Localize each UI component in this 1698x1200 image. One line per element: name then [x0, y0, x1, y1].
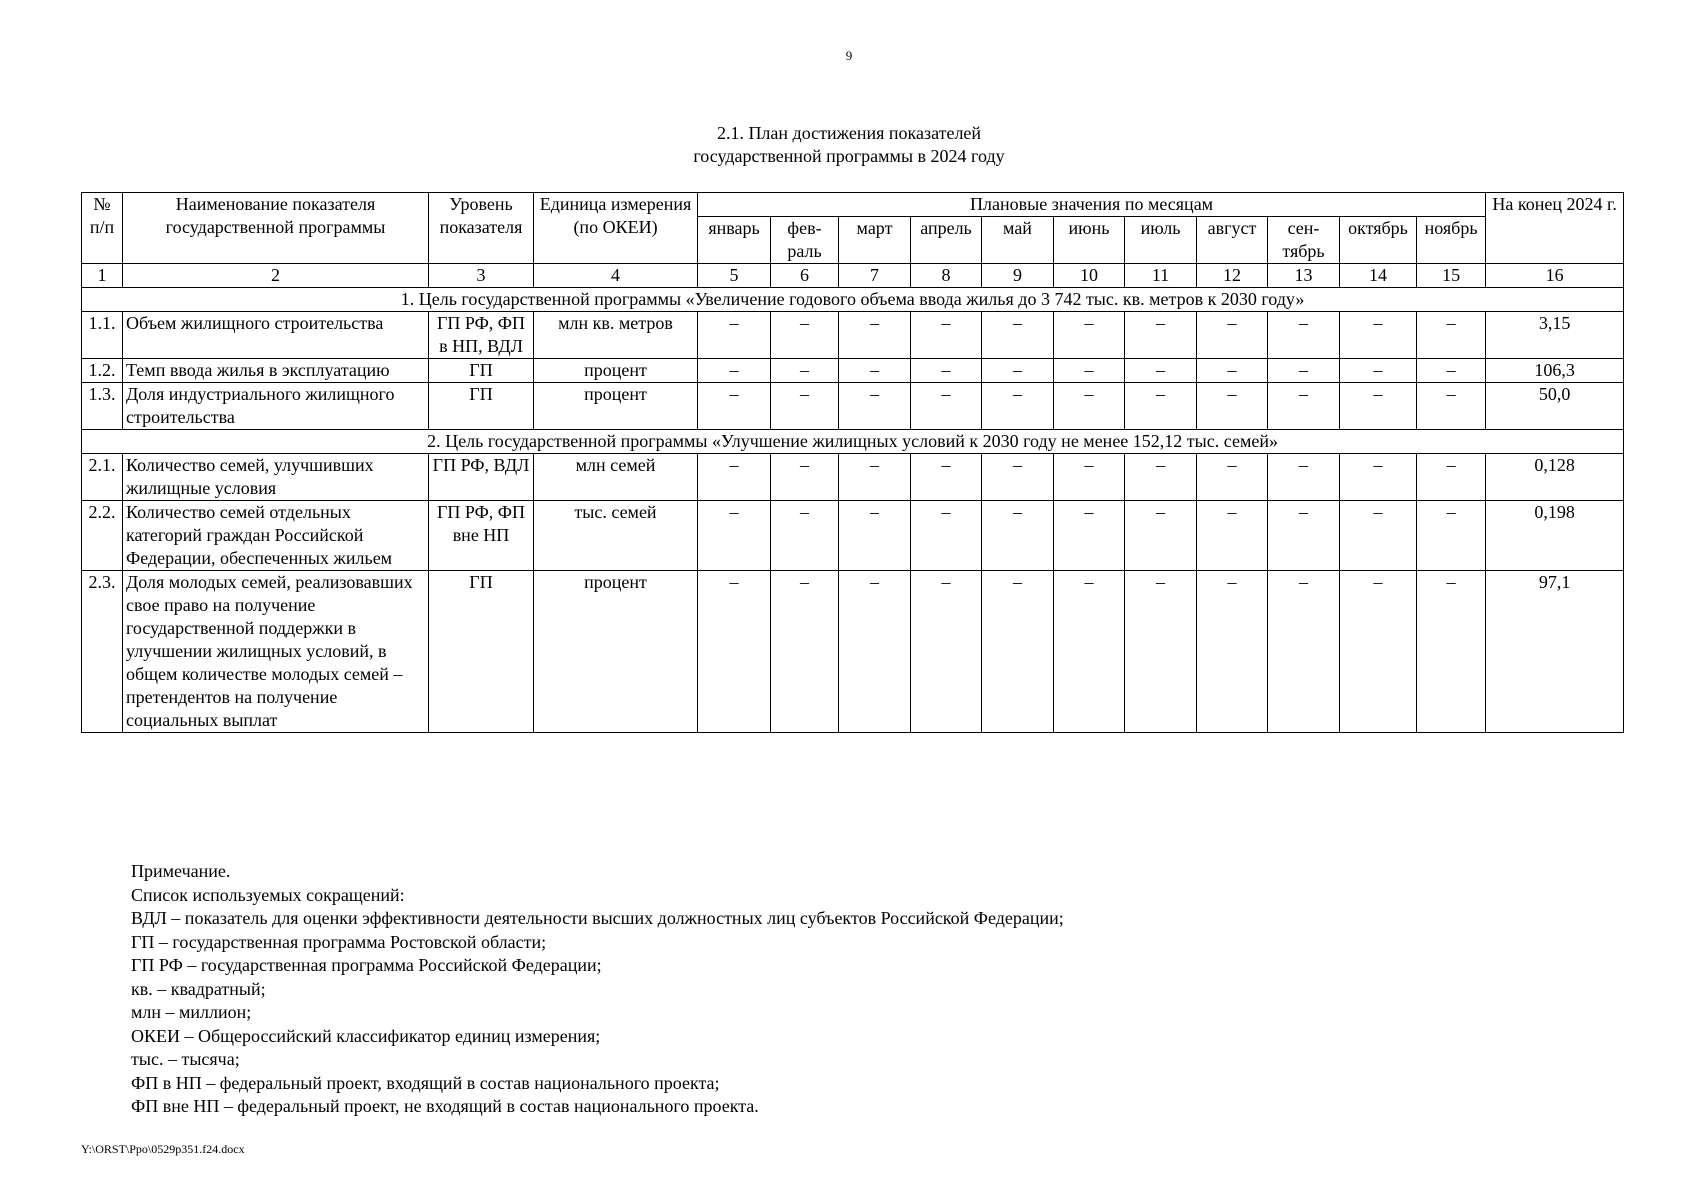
monthly-value: –: [911, 454, 982, 501]
monthly-value: –: [839, 312, 911, 359]
abbreviation-item: млн – миллион;: [131, 1002, 252, 1022]
column-index: 4: [534, 264, 698, 288]
header-month: сен-тябрь: [1268, 217, 1340, 264]
goal-title: 2. Цель государственной программы «Улучшение жилищных условий к 2030 году не менее 152,12 тыс. семей»: [82, 430, 1624, 454]
end-of-year-value: 0,128: [1486, 454, 1624, 501]
monthly-value: –: [771, 454, 839, 501]
indicator-unit: процент: [534, 571, 698, 733]
page-number: 9: [845, 48, 853, 63]
column-index: 5: [698, 264, 771, 288]
monthly-value: –: [698, 312, 771, 359]
monthly-value: –: [911, 501, 982, 571]
header-month: октябрь: [1340, 217, 1417, 264]
indicator-name: Количество семей отдельных категорий граждан Российской Федерации, обеспеченных жильем: [123, 501, 429, 571]
monthly-value: –: [1340, 383, 1417, 430]
monthly-value: –: [1197, 359, 1268, 383]
column-index: 15: [1417, 264, 1486, 288]
indicator-unit: тыс. семей: [534, 501, 698, 571]
header-row-1: [82, 193, 1624, 217]
header-month: май: [982, 217, 1054, 264]
column-index: 9: [982, 264, 1054, 288]
monthly-value: –: [1268, 454, 1340, 501]
column-index: 11: [1125, 264, 1197, 288]
end-of-year-value: 3,15: [1486, 312, 1624, 359]
monthly-value: –: [1125, 501, 1197, 571]
monthly-value: –: [771, 312, 839, 359]
abbreviation-item: кв. – квадратный;: [131, 978, 266, 999]
monthly-value: –: [1268, 359, 1340, 383]
header-num: № п/п: [82, 193, 123, 264]
monthly-value: –: [698, 359, 771, 383]
indicator-name: Темп ввода жилья в эксплуатацию: [123, 359, 429, 383]
monthly-value: –: [982, 501, 1054, 571]
notes: [131, 860, 1064, 1119]
abbreviation-item: ФП вне НП – федеральный проект, не входящий в состав национального проекта.: [131, 1096, 759, 1116]
indicator-level: ГП РФ, ФП вне НП: [429, 501, 534, 571]
monthly-value: –: [1340, 359, 1417, 383]
end-of-year-value: 0,198: [1486, 501, 1624, 571]
notes-list-heading: Список используемых сокращений:: [131, 884, 405, 905]
row-number: 2.1.: [82, 454, 123, 501]
monthly-value: –: [1054, 312, 1125, 359]
monthly-value: –: [1417, 454, 1486, 501]
monthly-value: –: [1054, 454, 1125, 501]
monthly-value: –: [1417, 383, 1486, 430]
monthly-value: –: [1054, 501, 1125, 571]
monthly-value: –: [1197, 383, 1268, 430]
table-body: [82, 288, 1624, 733]
document-title: [0, 122, 1698, 168]
row-number: 1.1.: [82, 312, 123, 359]
notes-heading: Примечание.: [131, 861, 231, 881]
indicator-unit: млн семей: [534, 454, 698, 501]
indicator-unit: процент: [534, 359, 698, 383]
column-index: 1: [82, 264, 123, 288]
header-month: март: [839, 217, 911, 264]
goal-title: 1. Цель государственной программы «Увеличение годового объема ввода жилья до 3 742 тыс. кв. метров к 2030 году»: [82, 288, 1624, 312]
column-index: 13: [1268, 264, 1340, 288]
monthly-value: –: [1197, 501, 1268, 571]
column-index: 7: [839, 264, 911, 288]
title-line-1: 2.1. План достижения показателей: [716, 123, 982, 143]
monthly-value: –: [1125, 312, 1197, 359]
monthly-value: –: [1125, 359, 1197, 383]
monthly-value: –: [771, 359, 839, 383]
indicator-level: ГП: [429, 571, 534, 733]
monthly-value: –: [982, 359, 1054, 383]
monthly-value: –: [1125, 383, 1197, 430]
title-line-2: государственной программы в 2024 году: [693, 146, 1005, 166]
monthly-value: –: [1340, 454, 1417, 501]
monthly-value: –: [982, 454, 1054, 501]
goal-row: [82, 288, 1624, 312]
monthly-value: –: [982, 571, 1054, 733]
monthly-value: –: [1417, 571, 1486, 733]
end-of-year-value: 50,0: [1486, 383, 1624, 430]
row-number: 1.3.: [82, 383, 123, 430]
monthly-value: –: [1340, 571, 1417, 733]
column-index: 12: [1197, 264, 1268, 288]
monthly-value: –: [1340, 312, 1417, 359]
table-row: [82, 312, 1624, 359]
abbreviation-item: ФП в НП – федеральный проект, входящий в состав национального проекта;: [131, 1072, 720, 1093]
header-month: июль: [1125, 217, 1197, 264]
table-row: [82, 383, 1624, 430]
monthly-value: –: [1054, 359, 1125, 383]
column-index: 16: [1486, 264, 1624, 288]
end-of-year-value: 97,1: [1486, 571, 1624, 733]
indicator-name: Доля молодых семей, реализовавших свое право на получение государственной поддержки в улучшении жилищных условий, в общем количестве молодых семей – претендентов на получение социальных выплат: [123, 571, 429, 733]
monthly-value: –: [1197, 454, 1268, 501]
monthly-value: –: [911, 383, 982, 430]
column-index: 8: [911, 264, 982, 288]
header-month: июнь: [1054, 217, 1125, 264]
monthly-value: –: [1417, 359, 1486, 383]
header-end: На конец 2024 г.: [1486, 193, 1624, 264]
indicator-name: Объем жилищного строительства: [123, 312, 429, 359]
row-number: 2.2.: [82, 501, 123, 571]
header-month: фев-раль: [771, 217, 839, 264]
table-row: [82, 571, 1624, 733]
monthly-value: –: [698, 383, 771, 430]
monthly-value: –: [911, 571, 982, 733]
header-month: январь: [698, 217, 771, 264]
row-number: 2.3.: [82, 571, 123, 733]
monthly-value: –: [1054, 571, 1125, 733]
indicator-level: ГП: [429, 383, 534, 430]
monthly-value: –: [1268, 501, 1340, 571]
monthly-value: –: [911, 312, 982, 359]
monthly-value: –: [1054, 383, 1125, 430]
monthly-value: –: [1197, 312, 1268, 359]
column-index: 14: [1340, 264, 1417, 288]
column-index: 6: [771, 264, 839, 288]
column-index: 10: [1054, 264, 1125, 288]
abbreviation-item: ГП – государственная программа Ростовской области;: [131, 931, 547, 952]
monthly-value: –: [1268, 571, 1340, 733]
indicators-table: [81, 192, 1624, 733]
monthly-value: –: [771, 383, 839, 430]
header-level: Уровень показателя: [429, 193, 534, 264]
monthly-value: –: [1417, 501, 1486, 571]
monthly-value: –: [771, 571, 839, 733]
monthly-value: –: [771, 501, 839, 571]
monthly-value: –: [982, 383, 1054, 430]
abbreviation-item: ОКЕИ – Общероссийский классификатор единиц измерения;: [131, 1025, 601, 1046]
table-row: [82, 501, 1624, 571]
header-month: ноябрь: [1417, 217, 1486, 264]
monthly-value: –: [698, 501, 771, 571]
monthly-value: –: [839, 571, 911, 733]
abbreviation-item: ГП РФ – государственная программа Российской Федерации;: [131, 955, 602, 975]
monthly-value: –: [911, 359, 982, 383]
monthly-value: –: [1340, 501, 1417, 571]
row-number: 1.2.: [82, 359, 123, 383]
header-name: Наименование показателя государственной программы: [123, 193, 429, 264]
column-index-row: [82, 264, 1624, 288]
monthly-value: –: [1268, 312, 1340, 359]
monthly-value: –: [839, 383, 911, 430]
header-month: август: [1197, 217, 1268, 264]
column-index: 2: [123, 264, 429, 288]
file-path: Y:\ORST\Ppo\0529p351.f24.docx: [81, 1142, 245, 1156]
monthly-value: –: [1197, 571, 1268, 733]
end-of-year-value: 106,3: [1486, 359, 1624, 383]
abbreviation-item: тыс. – тысяча;: [131, 1049, 240, 1069]
column-index: 3: [429, 264, 534, 288]
header-month: апрель: [911, 217, 982, 264]
indicator-level: ГП: [429, 359, 534, 383]
monthly-value: –: [839, 454, 911, 501]
monthly-value: –: [698, 571, 771, 733]
header-monthly-group: Плановые значения по месяцам: [698, 193, 1486, 217]
indicator-unit: млн кв. метров: [534, 312, 698, 359]
indicator-level: ГП РФ, ВДЛ: [429, 454, 534, 501]
indicator-unit: процент: [534, 383, 698, 430]
header-unit: Единица измерения (по ОКЕИ): [534, 193, 698, 264]
goal-row: [82, 430, 1624, 454]
table-row: [82, 359, 1624, 383]
monthly-value: –: [1268, 383, 1340, 430]
monthly-value: –: [1125, 454, 1197, 501]
monthly-value: –: [1417, 312, 1486, 359]
monthly-value: –: [982, 312, 1054, 359]
monthly-value: –: [839, 359, 911, 383]
monthly-value: –: [839, 501, 911, 571]
monthly-value: –: [1125, 571, 1197, 733]
table-row: [82, 454, 1624, 501]
indicator-name: Доля индустриального жилищного строительства: [123, 383, 429, 430]
indicator-level: ГП РФ, ФП в НП, ВДЛ: [429, 312, 534, 359]
monthly-value: –: [698, 454, 771, 501]
abbreviation-item: ВДЛ – показатель для оценки эффективности деятельности высших должностных лиц субъектов Российской Федерации;: [131, 908, 1064, 928]
indicator-name: Количество семей, улучшивших жилищные условия: [123, 454, 429, 501]
